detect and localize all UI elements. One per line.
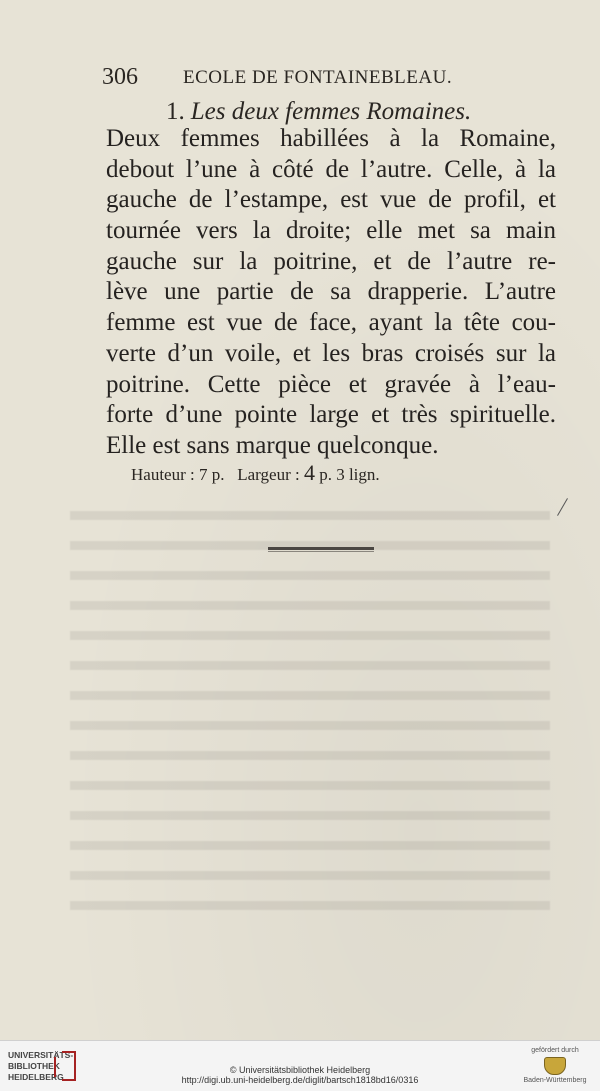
page-number: 306: [102, 64, 138, 90]
copyright-block: [0, 1065, 600, 1085]
largeur-value-unit: p. 3 lign.: [319, 465, 380, 484]
logo-line: HEIDELBERG: [8, 1072, 64, 1082]
section-divider: [268, 547, 374, 550]
body-line: femme est vue de face, ayant la tête cou-: [106, 309, 556, 337]
show-through-text: [70, 490, 550, 910]
pencil-mark: [557, 498, 568, 516]
crest-icon: [544, 1057, 566, 1075]
running-head: ECOLE DE FONTAINEBLEAU.: [183, 67, 453, 88]
entry-number: 1.: [166, 98, 185, 125]
entry-dimensions: [131, 460, 380, 486]
copyright-text: © Universitätsbibliothek Heidelberg: [229, 1065, 371, 1075]
largeur-label: Largeur :: [237, 465, 300, 484]
logo-line: UNIVERSITÄTS-: [8, 1050, 74, 1060]
body-line: verte d’un voile, et les bras croisés sur la: [106, 339, 556, 367]
page-header: [102, 64, 502, 92]
sponsor-label: gefördert durch: [531, 1047, 579, 1054]
body-line: Deux femmes habillées à la Romaine,: [106, 125, 556, 152]
body-line: gauche sur la poitrine, et de l’autre re-: [106, 247, 556, 275]
entry-body: [106, 124, 556, 462]
hauteur-label: Hauteur :: [131, 465, 195, 484]
hauteur-value: 7 p.: [198, 465, 225, 484]
entry-title: [166, 98, 471, 126]
body-line: tournée vers la droite; elle met sa main: [106, 217, 556, 245]
body-line: poitrine. Cette pièce et gravée à l’eau-: [106, 370, 556, 398]
viewer-footer: [0, 1040, 600, 1091]
sponsor-block: [520, 1047, 590, 1084]
body-line: forte d’une pointe large et très spirituelle.: [106, 401, 556, 429]
entry-name: Les deux femmes Romaines.: [190, 98, 472, 125]
sponsor-name: Baden-Württemberg: [523, 1077, 587, 1084]
body-line: lève une partie de sa drapperie. L’autre: [106, 278, 556, 306]
body-line: debout l’une à côté de l’autre. Celle, à la: [106, 155, 556, 183]
permalink[interactable]: http://digi.ub.uni-heidelberg.de/diglit/bartsch1818bd16/0316: [181, 1075, 419, 1085]
largeur-value-number: 4: [303, 460, 315, 485]
body-line: Elle est sans marque quelconque.: [106, 431, 439, 459]
body-line: gauche de l’estampe, est vue de profil, et: [106, 186, 556, 214]
logo-line: BIBLIOTHEK: [8, 1061, 60, 1071]
